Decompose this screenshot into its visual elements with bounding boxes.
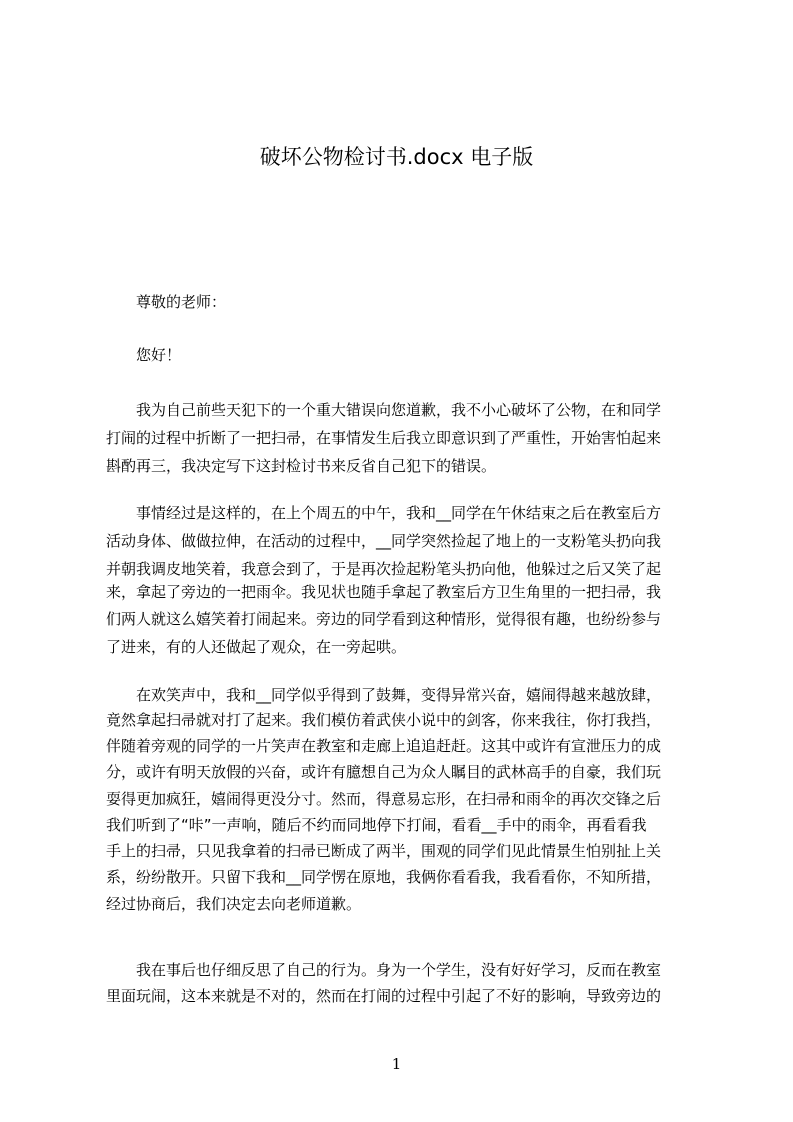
paragraph-line: 里面玩闹，这本来就是不对的，然而在打闹的过程中引起了不好的影响，导致旁边的 [106, 987, 662, 1005]
paragraph-line: 在欢笑声中，我和__同学似乎得到了鼓舞，变得异常兴奋，嬉闹得越来越放肆， [136, 686, 662, 704]
paragraph-line: 竟然拿起扫帚就对打了起来。我们模仿着武侠小说中的剑客，你来我往，你打我挡， [106, 711, 662, 729]
paragraph-line: 打闹的过程中折断了一把扫帚，在事情发生后我立即意识到了严重性，开始害怕起来 [106, 429, 662, 447]
paragraph-line: 了进来，有的人还做起了观众，在一旁起哄。 [106, 638, 407, 656]
paragraph-line: 我为自己前些天犯下的一个重大错误向您道歉，我不小心破坏了公物，在和同学 [136, 401, 662, 419]
salutation: 尊敬的老师： [136, 293, 227, 311]
paragraph-line: 并朝我调皮地笑着，我意会到了，于是再次捡起粉笔头扔向他，他躲过之后又笑了起 [106, 560, 662, 578]
paragraph-line: 耍得更加疯狂，嬉闹得更没分寸。然而，得意易忘形，在扫帚和雨伞的再次交锋之后 [106, 790, 662, 808]
paragraph-line: 活动身体、做做拉伸，在活动的过程中，__同学突然捡起了地上的一支粉笔头扔向我 [106, 532, 662, 550]
paragraph-line: 斟酌再三，我决定写下这封检讨书来反省自己犯下的错误。 [106, 457, 497, 475]
paragraph-line: 我们听到了“咔”一声响，随后不约而同地停下打闹，看看__手中的雨伞，再看看我 [106, 816, 647, 834]
paragraph-line: 事情经过是这样的，在上个周五的中午，我和__同学在午休结束之后在教室后方 [136, 504, 662, 522]
paragraph-line: 伴随着旁观的同学的一片笑声在教室和走廊上追追赶赶。这其中或许有宣泄压力的成 [106, 737, 662, 755]
paragraph-line: 我在事后也仔细反思了自己的行为。身为一个学生，没有好好学习，反而在教室 [136, 961, 662, 979]
paragraph-line: 系，纷纷散开。只留下我和__同学愣在原地，我俩你看看我，我看看你，不知所措， [106, 868, 662, 886]
paragraph-line: 经过协商后，我们决定去向老师道歉。 [106, 895, 362, 913]
paragraph-line: 来，拿起了旁边的一把雨伞。我见状也随手拿起了教室后方卫生角里的一把扫帚，我 [106, 583, 662, 601]
document-title: 破坏公物检讨书.docx 电子版 [259, 145, 534, 169]
page-number: 1 [391, 1055, 402, 1073]
paragraph-line: 们两人就这么嬉笑着打闹起来。旁边的同学看到这种情形，觉得很有趣，也纷纷参与 [106, 610, 662, 628]
greeting: 您好！ [136, 346, 182, 364]
paragraph-line: 分，或许有明天放假的兴奋，或许有臆想自己为众人瞩目的武林高手的自豪，我们玩 [106, 763, 662, 781]
paragraph-line: 手上的扫帚，只见我拿着的扫帚已断成了两半，围观的同学们见此情景生怕别扯上关 [106, 842, 662, 860]
